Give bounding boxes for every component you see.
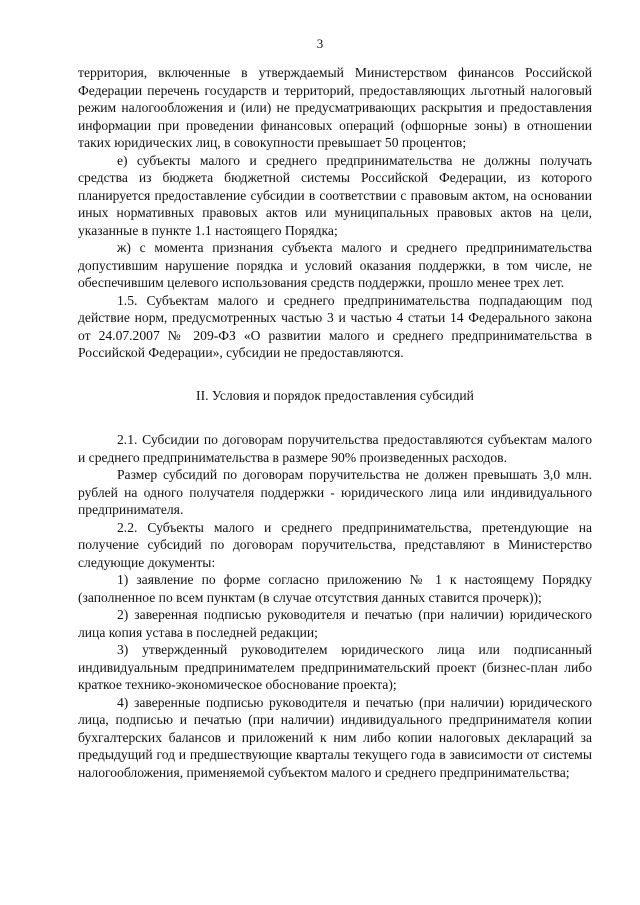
page-number: 3 xyxy=(316,36,324,51)
paragraph-1-5: 1.5. Субъектам малого и среднего предпринимательства подпадающим под действие норм, предусмотренных частью 3 и частью 4 статьи 14 Федерального закона от 24.07.2007 № 209-ФЗ «О развитии малого и среднего предпринимательства в Российской Федерации», субсидии не предоставляются. xyxy=(78,292,592,360)
paragraph-subsidy-limit: Размер субсидий по договорам поручительства не должен превышать 3,0 млн. рублей на одного получателя поддержки - юридического лица или индивидуального предпринимателя. xyxy=(78,467,592,517)
list-item-3: 3) утвержденный руководителем юридического лица или подписанный индивидуальным предпринимателем предпринимательский проект (бизнес-план либо краткое технико-экономическое обоснование проекта); xyxy=(78,642,592,692)
paragraph-item-zh: ж) с момента признания субъекта малого и среднего предпринимательства допустившим нарушение порядка и условий оказания поддержки, в том числе, не обеспечившим целевого использования средств поддержки, прошло менее трех лет. xyxy=(78,240,592,290)
paragraph-item-e: е) субъекты малого и среднего предпринимательства не должны получать средства из бюджета бюджетной системы Российской Федерации, из которого планируется предоставление субсидии в соответствии с правовым актом, на основании иных нормативных правовых актов или муниципальных правовых актов на цели, указанные в пункте 1.1 настоящего Порядка; xyxy=(78,152,592,238)
section-heading: II. Условия и порядок предоставления субсидий xyxy=(196,387,474,403)
list-item-4: 4) заверенные подписью руководителя и печатью (при наличии) юридического лица, подписью и печатью (при наличии) индивидуального предпринимателя копии бухгалтерских балансов и приложений к ним либо копии налоговых деклараций за предыдущий год и предшествующие кварталы текущего года в зависимости от системы налогообложения, применяемой субъектом малого и среднего предпринимательства; xyxy=(78,694,592,780)
list-item-1: 1) заявление по форме согласно приложению № 1 к настоящему Порядку (заполненное по всем пунктам (в случае отсутствия данных ставится прочерк)); xyxy=(78,572,592,605)
list-item-2: 2) заверенная подписью руководителя и печатью (при наличии) юридического лица копия устава в последней редакции; xyxy=(78,607,592,640)
document-body xyxy=(78,64,592,781)
paragraph-2-2: 2.2. Субъекты малого и среднего предпринимательства, претендующие на получение субсидий по договорам поручительства, представляют в Министерство следующие документы: xyxy=(78,519,592,570)
paragraph-offshore: территория, включенные в утверждаемый Министерством финансов Российской Федерации перечень государств и территорий, предоставляющих льготный налоговый режим налогообложения и (или) не предусматривающих раскрытия и предоставления информации при проведении финансовых операций (офшорные зоны) в отношении таких юридических лиц, в совокупности превышает 50 процентов; xyxy=(78,65,592,150)
paragraph-2-1: 2.1. Субсидии по договорам поручительства предоставляются субъектам малого и среднего предпринимательства в размере 90% произведенных расходов. xyxy=(78,432,592,465)
